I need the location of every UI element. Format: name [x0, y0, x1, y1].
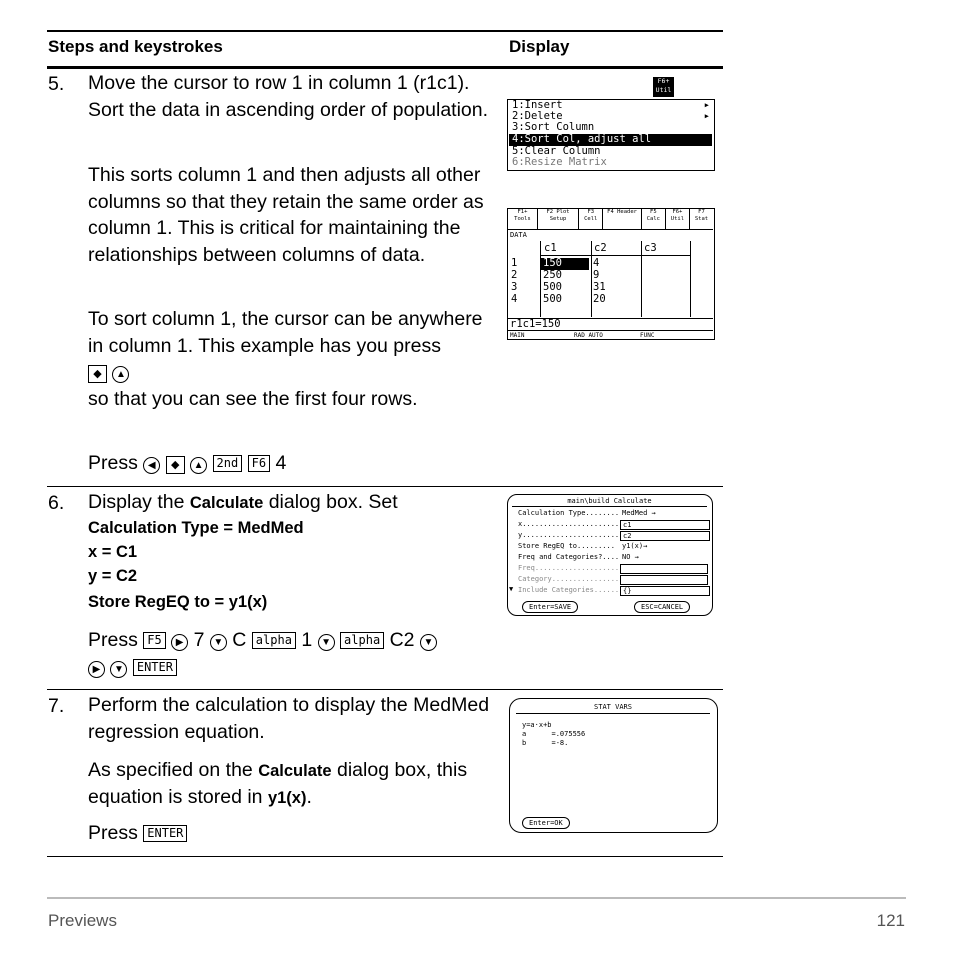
entry-line: r1c1=150 — [510, 318, 561, 330]
row-number: 1 — [511, 257, 518, 269]
row-divider — [47, 689, 723, 690]
field-category: Category................ — [518, 575, 708, 586]
title-underline — [516, 713, 710, 714]
status-bar — [508, 330, 713, 340]
title-underline — [512, 506, 707, 507]
key-alpha: alpha — [340, 632, 384, 649]
status-mode: MAIN — [510, 332, 525, 339]
menu-item-delete: 2:Delete ▸ — [512, 110, 710, 122]
arrow-down-key-icon: ▼ — [110, 661, 127, 678]
enter-save-button: Enter=SAVE — [522, 601, 578, 613]
data-name-label: DATA — [510, 231, 527, 239]
cell-r3c1: 500 — [543, 281, 562, 293]
footer-section: Previews — [48, 911, 117, 930]
column-header-c2: c2 — [594, 242, 607, 254]
row-divider — [47, 856, 723, 857]
toolbar-tab-tools: F1+ Tools — [508, 209, 538, 229]
column-header-c3: c3 — [644, 242, 657, 254]
data-table-screen — [507, 208, 715, 340]
enter-ok-button: Enter=OK — [522, 817, 570, 829]
key-2nd: 2nd — [213, 455, 243, 472]
step-5-explanation: This sorts column 1 and then adjusts all other columns so that they retain the same order as column 1. This is critical for maintaining the relationships between columns of data. — [88, 164, 484, 266]
cell-r2c1: 250 — [543, 269, 562, 281]
field-freq: Freq.................... — [518, 564, 708, 575]
menu-item-sort-column: 3:Sort Column — [512, 121, 595, 133]
header-rule — [47, 66, 723, 69]
step-7-number: 7. — [48, 695, 65, 717]
stat-vars-screen — [509, 698, 718, 833]
toolbar-tab-plot-setup: F2 Plot Setup — [538, 209, 579, 229]
status-angle: RAD AUTO — [574, 332, 603, 339]
coefficient-a: a =.075556 — [522, 730, 586, 738]
step-5-number: 5. — [48, 73, 65, 95]
calculate-dialog-title: main\build Calculate — [567, 497, 652, 505]
cell-r4c2: 20 — [593, 293, 606, 305]
cell-r2c2: 9 — [593, 269, 600, 281]
arrow-up-key-icon: ▲ — [190, 457, 207, 474]
arrow-down-key-icon: ▼ — [210, 634, 227, 651]
field-store-regeq: Store RegEQ to......... y1(x)→ — [518, 542, 648, 550]
top-rule — [47, 30, 723, 32]
cell-r1c2: 4 — [593, 257, 600, 269]
arrow-up-key-icon: ▲ — [112, 366, 129, 383]
scroll-down-indicator: ▼ — [509, 585, 514, 593]
row-number: 2 — [511, 269, 518, 281]
arrow-left-key-icon: ◀ — [143, 457, 160, 474]
step-7-press-line: Press ENTER — [88, 820, 498, 847]
key-enter: ENTER — [133, 659, 177, 676]
util-tab-icon: F6+ Util — [653, 77, 674, 97]
footer-rule — [47, 897, 906, 899]
diamond-key-icon: ◆ — [88, 365, 107, 383]
step-6-press-line: Press F5 ▶ 7 ▼ C alpha 1 ▼ alpha C2 ▼ ▶ ▼ ENTER — [88, 627, 498, 680]
field-y: y....................... c2 — [518, 531, 708, 542]
menu-item-resize-matrix: 6:Resize Matrix — [512, 156, 607, 168]
key-alpha: alpha — [252, 632, 296, 649]
key-f6: F6 — [248, 455, 270, 472]
step-7-explanation: As specified on the Calculate dialog box, this equation is stored in y1(x). — [88, 759, 468, 808]
data-grid — [540, 241, 691, 317]
stat-vars-title: STAT VARS — [594, 703, 632, 711]
step-6-number: 6. — [48, 492, 65, 514]
setting-calculation-type: Calculation Type = MedMed — [88, 519, 304, 537]
step-5-instruction-text: To sort column 1, the cursor can be anywhere in column 1. This example has you press — [88, 308, 483, 357]
coefficient-b: b =-8. — [522, 739, 569, 747]
row-number: 3 — [511, 281, 518, 293]
calculate-fields — [518, 509, 708, 597]
key-enter: ENTER — [143, 825, 187, 842]
cell-r4c1: 500 — [543, 293, 562, 305]
menu-item-clear-column: 5:Clear Column — [512, 145, 601, 157]
setting-x: x = C1 — [88, 543, 138, 561]
esc-cancel-button: ESC=CANCEL — [634, 601, 690, 613]
step-5-press-line — [88, 450, 498, 477]
toolbar-tab-stat: F7 Stat — [694, 209, 709, 222]
field-calculation-type: Calculation Type........ MedMed → — [518, 509, 656, 517]
final-key: 4 — [275, 452, 287, 474]
util-menu-box — [507, 99, 715, 171]
field-freq-categories: Freq and Categories?.... NO → — [518, 553, 639, 561]
status-graph: FUNC — [640, 332, 655, 339]
arrow-right-key-icon: ▶ — [88, 661, 105, 678]
calculate-dialog-name: Calculate — [189, 494, 264, 512]
toolbar-tab-util: F6+ Util — [666, 209, 690, 229]
row-divider — [47, 486, 723, 487]
setting-store-regeq: Store RegEQ to = y1(x) — [88, 593, 268, 611]
field-x: x....................... c1 — [518, 520, 708, 531]
toolbar — [508, 209, 713, 230]
selected-cell-r1c1: 150 — [541, 258, 589, 270]
column-header-c1: c1 — [544, 242, 557, 254]
toolbar-tab-calc: F5 Calc — [642, 209, 666, 229]
arrow-down-key-icon: ▼ — [318, 634, 335, 651]
cell-r3c2: 31 — [593, 281, 606, 293]
arrow-down-key-icon: ▼ — [420, 634, 437, 651]
toolbar-tab-cell: F3 Cell — [579, 209, 603, 229]
step-6-text: Display the Calculate dialog box. Set — [88, 491, 398, 513]
toolbar-tab-header: F4 Header — [603, 209, 642, 229]
step-5-text: Move the cursor to row 1 in column 1 (r1c1). Sort the data in ascending order of population. — [88, 72, 489, 121]
grid-col-divider — [641, 241, 642, 317]
regression-equation: y=a·x+b — [522, 721, 552, 729]
arrow-right-key-icon: ▶ — [171, 634, 188, 651]
step-7-text: Perform the calculation to display the MedMed regression equation. — [88, 694, 490, 743]
diamond-key-icon: ◆ — [166, 456, 185, 474]
util-menu-screen — [507, 77, 715, 171]
row-number: 4 — [511, 293, 518, 305]
header-display: Display — [509, 37, 570, 56]
menu-item-insert: 1:Insert ▸ — [512, 99, 710, 111]
step-5-instruction — [88, 306, 498, 412]
header-steps: Steps and keystrokes — [48, 37, 223, 56]
page-number: 121 — [876, 911, 905, 930]
menu-item-sort-adjust-all: 4:Sort Col, adjust all — [509, 134, 712, 146]
step-5-instruction-end: so that you can see the first four rows. — [88, 387, 418, 410]
grid-header-underline — [541, 255, 691, 256]
calculate-dialog-screen — [507, 494, 713, 616]
press-label: Press — [88, 452, 138, 474]
grid-col-divider — [690, 241, 691, 317]
field-include-categories: Include Categories...... {} — [518, 586, 708, 597]
grid-col-divider — [591, 241, 592, 317]
key-f5: F5 — [143, 632, 165, 649]
setting-y: y = C2 — [88, 567, 138, 585]
